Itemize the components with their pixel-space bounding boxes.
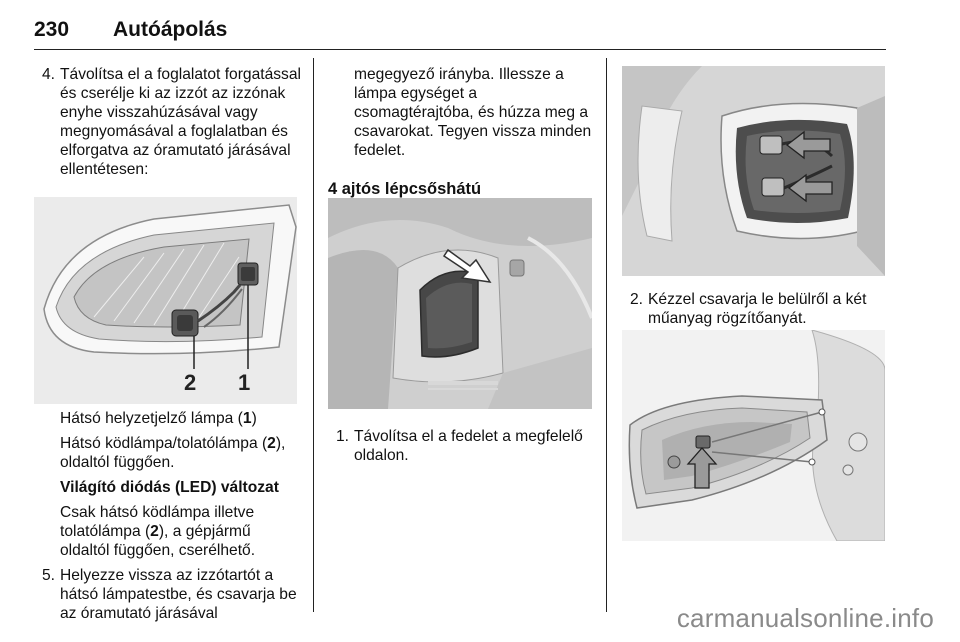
column-divider-left <box>313 58 314 612</box>
step-1-number: 1. <box>336 428 350 445</box>
column-divider-right <box>606 58 607 612</box>
trunk-cover-illustration <box>328 198 592 409</box>
step-2 <box>622 290 886 328</box>
step-2-text: Kézzel csavarja le belülről a két műanyag rögzítőanyát. <box>648 291 867 327</box>
trunk-cover-figure <box>328 198 592 409</box>
watermark: carmanualsonline.info <box>676 603 934 633</box>
led-version-subheading: Világító diódás (LED) változat <box>60 479 279 496</box>
step-5-text: Helyezze vissza az izzótartót a hátsó lámpatestbe, és csavarja be az óramutató járásával <box>60 567 297 622</box>
section-title: Autóápolás <box>113 18 228 41</box>
caption-rear-position-lamp: Hátsó helyzetjelző lámpa (1) <box>60 410 257 427</box>
lamp-connectors-illustration <box>622 66 885 276</box>
column-2-bottom <box>328 427 596 465</box>
sedan-section-heading: 4 ajtós lépcsőshátú <box>328 180 482 198</box>
column-2-top <box>328 65 596 199</box>
rear-lamp-figure <box>34 197 297 404</box>
figure-label-2: 2 <box>184 370 197 395</box>
column-1-top <box>34 65 302 179</box>
step-5 <box>34 566 302 623</box>
column-1-bottom <box>34 409 302 623</box>
step-4-text: Távolítsa el a foglalatot forgatással és cserélje ki az izzót az izzónak enyhe visszahúzásával vagy megnyomásával a foglalatban és elforgatva az óramutató járásával ellentétesen: <box>60 66 301 178</box>
rear-lamp-illustration <box>34 197 297 404</box>
lamp-connectors-figure <box>622 66 885 276</box>
step-2-number: 2. <box>630 291 644 308</box>
step-4 <box>34 65 302 179</box>
figure-label-1: 1 <box>238 370 251 395</box>
step-5-continuation: megegyező irányba. Illessze a lámpa egységet a csomagtérajtóba, és húzza meg a csavarokat. Tegyen vissza minden fedelet. <box>354 66 592 159</box>
column-3-text <box>622 290 886 328</box>
header-rule <box>34 49 886 50</box>
caption-rear-fog-reversing-lamp: Hátsó ködlámpa/tolatólámpa (2), oldaltól függően. <box>60 435 286 471</box>
step-1 <box>328 427 596 465</box>
led-version-text: Csak hátsó ködlámpa illetve tolatólámpa (2), a gépjármű oldaltól függően, cserélhető. <box>60 504 256 559</box>
step-5-number: 5. <box>42 567 56 584</box>
step-1-text: Távolítsa el a fedelet a megfelelő oldalon. <box>354 428 583 464</box>
page-number: 230 <box>34 18 70 41</box>
lamp-unit-figure <box>622 330 885 541</box>
step-4-number: 4. <box>42 66 56 83</box>
lamp-unit-illustration <box>622 330 885 541</box>
